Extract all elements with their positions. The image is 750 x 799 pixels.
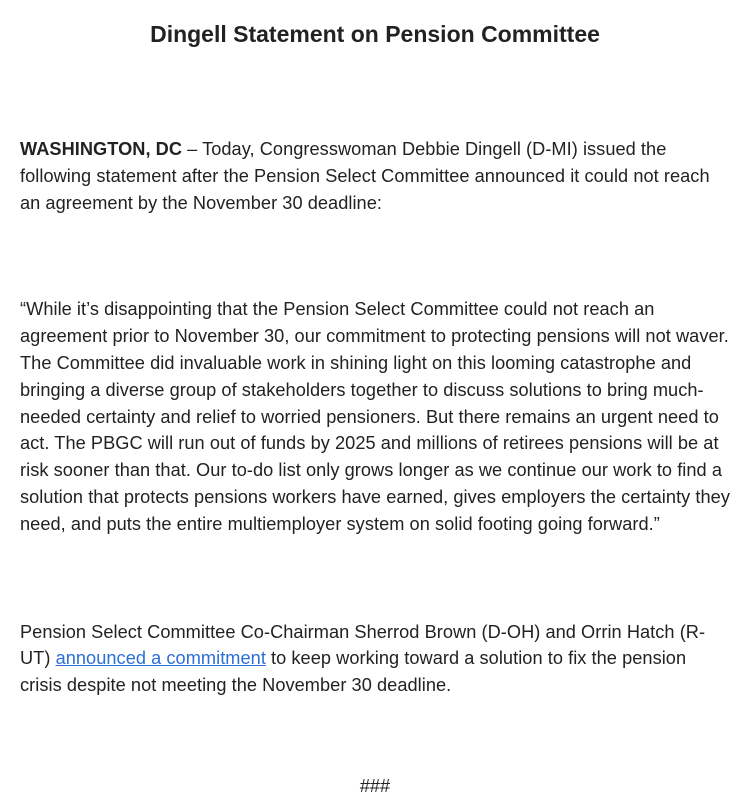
quote-paragraph: “While it’s disappointing that the Pension Select Committee could not reach an agreement prior to November 30, our commitment to protecting pensions will not waver. The Committee did invaluable work in shining light on this looming catastrophe and bringing a diverse group of stakeholders together to discuss solutions to bring much-needed certainty and relief to worried pensioners. But there remains an urgent need to act. The PBGC will run out of funds by 2025 and millions of retirees pensions will be at risk sooner than that. Our to-do list only grows longer as we continue our work to find a solution that protects pensions workers have earned, gives employers the certainty they need, and puts the entire multiemployer system on solid footing going forward.” [20, 299, 730, 534]
followup-text-after-link: to keep working toward a solution to fix the pension crisis despite not meeting the November 30 deadline. [20, 648, 687, 696]
page-title: Dingell Statement on Pension Committee [150, 21, 600, 47]
followup-text-before-link: Pension Select Committee Co-Chairman Sherrod Brown (D-OH) and Orrin Hatch (R-UT) [20, 621, 706, 669]
intro-paragraph [20, 136, 730, 216]
followup-paragraph [20, 619, 730, 699]
end-mark: ### [359, 775, 391, 796]
dateline: WASHINGTON, DC [20, 139, 183, 159]
intro-text: – Today, Congresswoman Debbie Dingell (D-MI) issued the following statement after the Pension Select Committee announced it could not reach an agreement by the November 30 deadline: [20, 139, 710, 213]
announced-commitment-link[interactable]: announced a commitment [55, 648, 266, 669]
